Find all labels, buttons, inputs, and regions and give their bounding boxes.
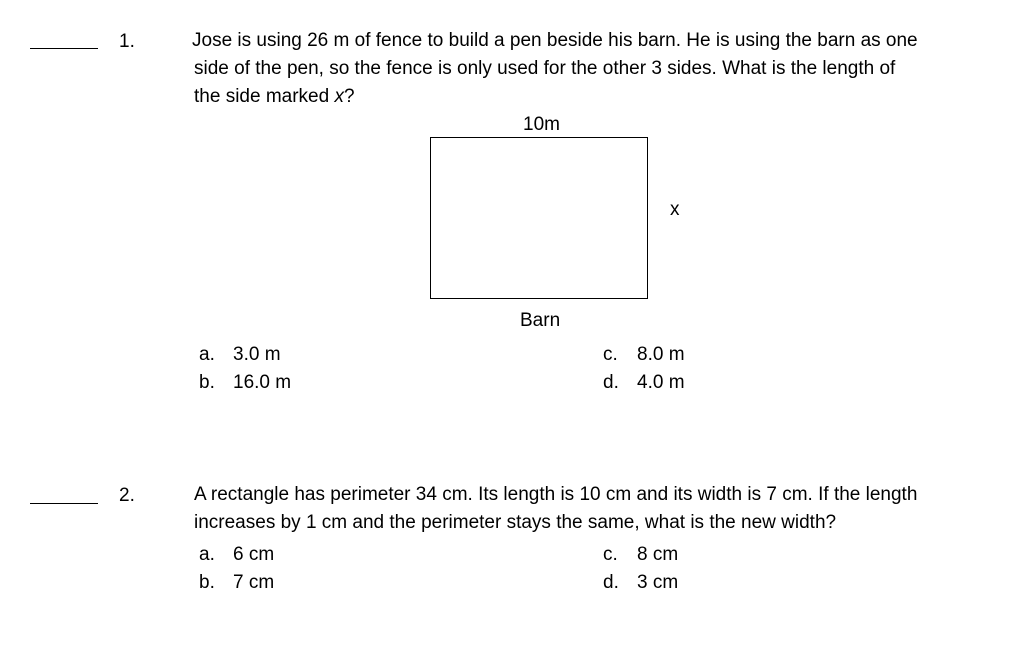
pen-rectangle <box>430 137 648 299</box>
choice-text: 16.0 m <box>233 372 292 393</box>
question-text-2 <box>194 481 917 537</box>
answer-blank-2[interactable] <box>30 503 98 504</box>
choice-2c[interactable] <box>603 541 678 569</box>
choice-text: 3.0 m <box>233 344 281 365</box>
question-2-line-1: A rectangle has perimeter 34 cm. Its length is 10 cm and its width is 7 cm. If the length <box>194 484 918 505</box>
choice-2d[interactable] <box>603 569 678 597</box>
choice-1a[interactable] <box>199 341 281 369</box>
diagram-top-label: 10m <box>523 114 560 135</box>
question-2-line-2: increases by 1 cm and the perimeter stays the same, what is the new width? <box>194 512 837 533</box>
question-mark: ? <box>343 86 355 107</box>
question-1-line-2: side of the pen, so the fence is only used for the other 3 sides. What is the length of <box>194 58 896 79</box>
question-number-1: 1. <box>119 31 135 52</box>
choice-letter: a. <box>199 344 215 365</box>
question-1-line-1: Jose is using 26 m of fence to build a pen beside his barn. He is using the barn as one <box>192 30 918 51</box>
choice-letter: b. <box>199 372 215 393</box>
choice-letter: c. <box>603 344 618 365</box>
choice-text: 8 cm <box>637 544 679 565</box>
choice-1d[interactable] <box>603 369 685 397</box>
answer-blank-1[interactable] <box>30 48 98 49</box>
choice-letter: d. <box>603 572 619 593</box>
diagram-bottom-label: Barn <box>520 310 561 331</box>
choice-letter: c. <box>603 544 618 565</box>
choice-letter: a. <box>199 544 215 565</box>
choice-2a[interactable] <box>199 541 274 569</box>
question-text-1 <box>192 27 918 111</box>
choice-2b[interactable] <box>199 569 274 597</box>
choice-1c[interactable] <box>603 341 685 369</box>
question-1-line-3: the side marked <box>194 86 335 107</box>
choice-text: 8.0 m <box>637 344 685 365</box>
choice-letter: d. <box>603 372 619 393</box>
choice-1b[interactable] <box>199 369 291 397</box>
choice-letter: b. <box>199 572 215 593</box>
question-number-2: 2. <box>119 485 135 506</box>
variable-x: x <box>334 86 344 107</box>
choice-text: 3 cm <box>637 572 679 593</box>
diagram-side-label: x <box>670 199 680 220</box>
choice-text: 4.0 m <box>637 372 685 393</box>
choice-text: 7 cm <box>233 572 275 593</box>
choice-text: 6 cm <box>233 544 275 565</box>
